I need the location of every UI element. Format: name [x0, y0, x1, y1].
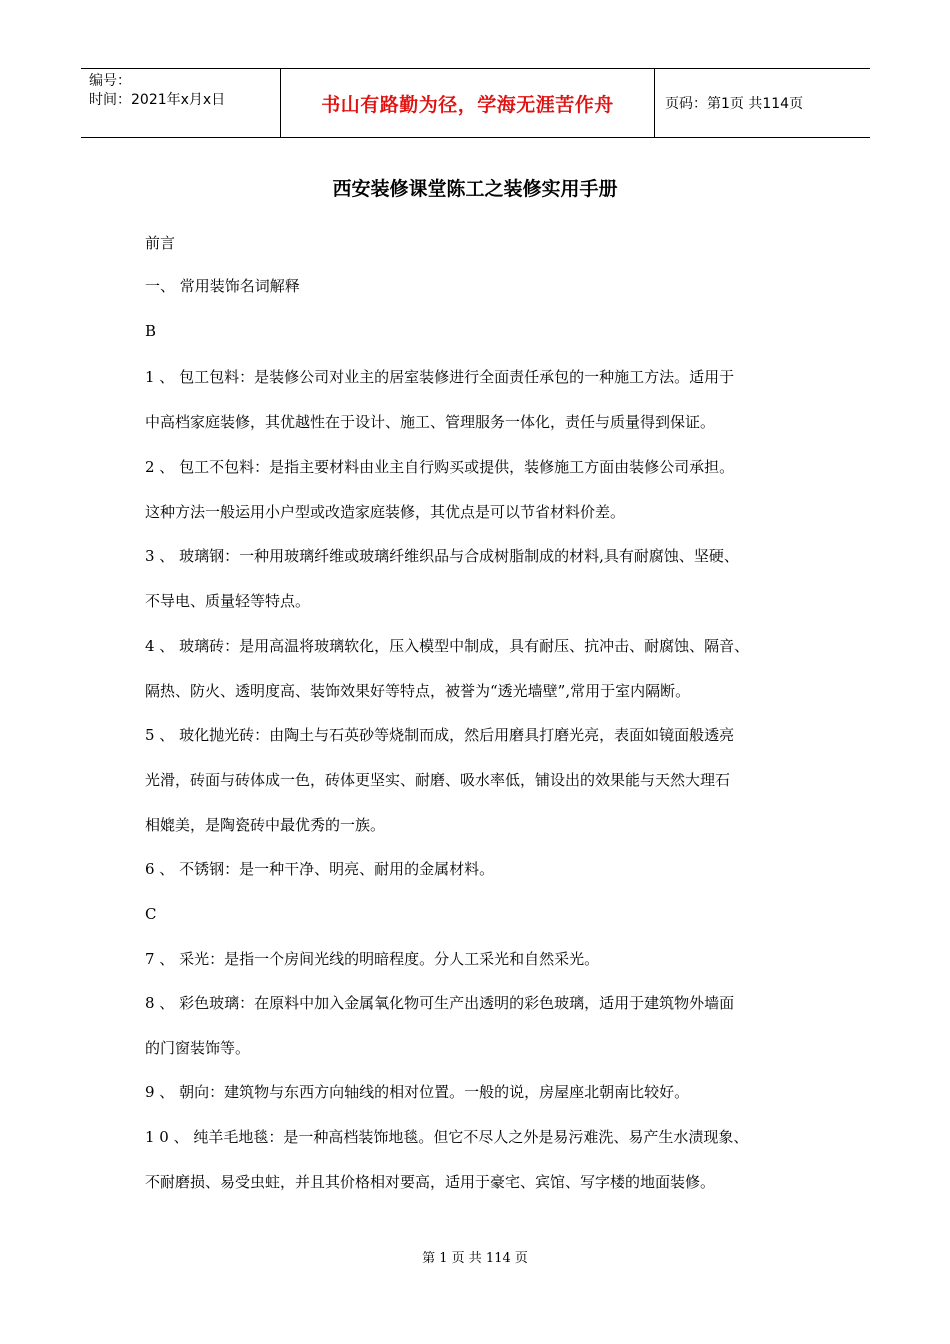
- header-page-info: 页码：第1页 共114页: [665, 96, 804, 112]
- body-line: C: [145, 905, 157, 923]
- body-line: 7 、 采光：是指一个房间光线的明暗程度。分人工采光和自然采光。: [145, 950, 600, 968]
- body-line: 不耐磨损、易受虫蛀，并且其价格相对要高，适用于豪宅、宾馆、写字楼的地面装修。: [145, 1173, 716, 1191]
- body-line: 1 、 包工包料：是装修公司对业主的居室装修进行全面责任承包的一种施工方法。适用于: [145, 368, 735, 386]
- body-line: 这种方法一般运用小户型或改造家庭装修，其优点是可以节省材料价差。: [145, 503, 626, 521]
- body-line: 6 、 不锈钢：是一种干净、明亮、耐用的金属材料。: [145, 860, 495, 878]
- header-number-label: 编号：: [89, 73, 131, 89]
- header-motto: 书山有路勤为径，学海无涯苦作舟: [281, 69, 655, 137]
- body-line: 8 、 彩色玻璃：在原料中加入金属氧化物可生产出透明的彩色玻璃，适用于建筑物外墙面: [145, 994, 735, 1012]
- body-line: 光滑，砖面与砖体成一色，砖体更坚实、耐磨、吸水率低，铺设出的效果能与天然大理石: [145, 771, 731, 789]
- header-meta: [81, 69, 281, 137]
- body-line: 的门窗装饰等。: [145, 1039, 251, 1057]
- document-title: 西安装修课堂陈工之装修实用手册: [332, 178, 618, 200]
- body-line: 中高档家庭装修，其优越性在于设计、施工、管理服务一体化，责任与质量得到保证。: [145, 413, 716, 431]
- body-line: 4 、 玻璃砖：是用高温将玻璃软化，压入模型中制成，具有耐压、抗冲击、耐腐蚀、隔音、: [145, 637, 750, 655]
- body-line: 隔热、防火、透明度高、装饰效果好等特点，被誉为“透光墙壁”,常用于室内隔断。: [145, 682, 691, 700]
- body-line: 相媲美，是陶瓷砖中最优秀的一族。: [145, 816, 386, 834]
- body-line: 5 、 玻化抛光砖：由陶土与石英砂等烧制而成，然后用磨具打磨光亮，表面如镜面般透亮: [145, 726, 735, 744]
- body-line: 前言: [145, 234, 176, 252]
- body-line: 3 、 玻璃钢：一种用玻璃纤维或玻璃纤维织品与合成树脂制成的材料,具有耐腐蚀、坚硬、: [145, 547, 739, 565]
- body-line: 1 0 、 纯羊毛地毯：是一种高档装饰地毯。但它不尽人之外是易污难洗、易产生水渍现象、: [145, 1128, 749, 1146]
- header-time-label: 时间：2021年x月x日: [89, 92, 226, 108]
- body-line: B: [145, 322, 157, 340]
- body-line: 9 、 朝向：建筑物与东西方向轴线的相对位置。一般的说，房屋座北朝南比较好。: [145, 1083, 690, 1101]
- body-line: 2 、 包工不包料：是指主要材料由业主自行购买或提供，装修施工方面由装修公司承担。: [145, 458, 735, 476]
- header-table: [81, 68, 870, 138]
- body-line: 一、 常用装饰名词解释: [145, 277, 300, 295]
- body-line: 不导电、质量轻等特点。: [145, 592, 311, 610]
- page-footer: 第 1 页 共 114 页: [422, 1251, 528, 1266]
